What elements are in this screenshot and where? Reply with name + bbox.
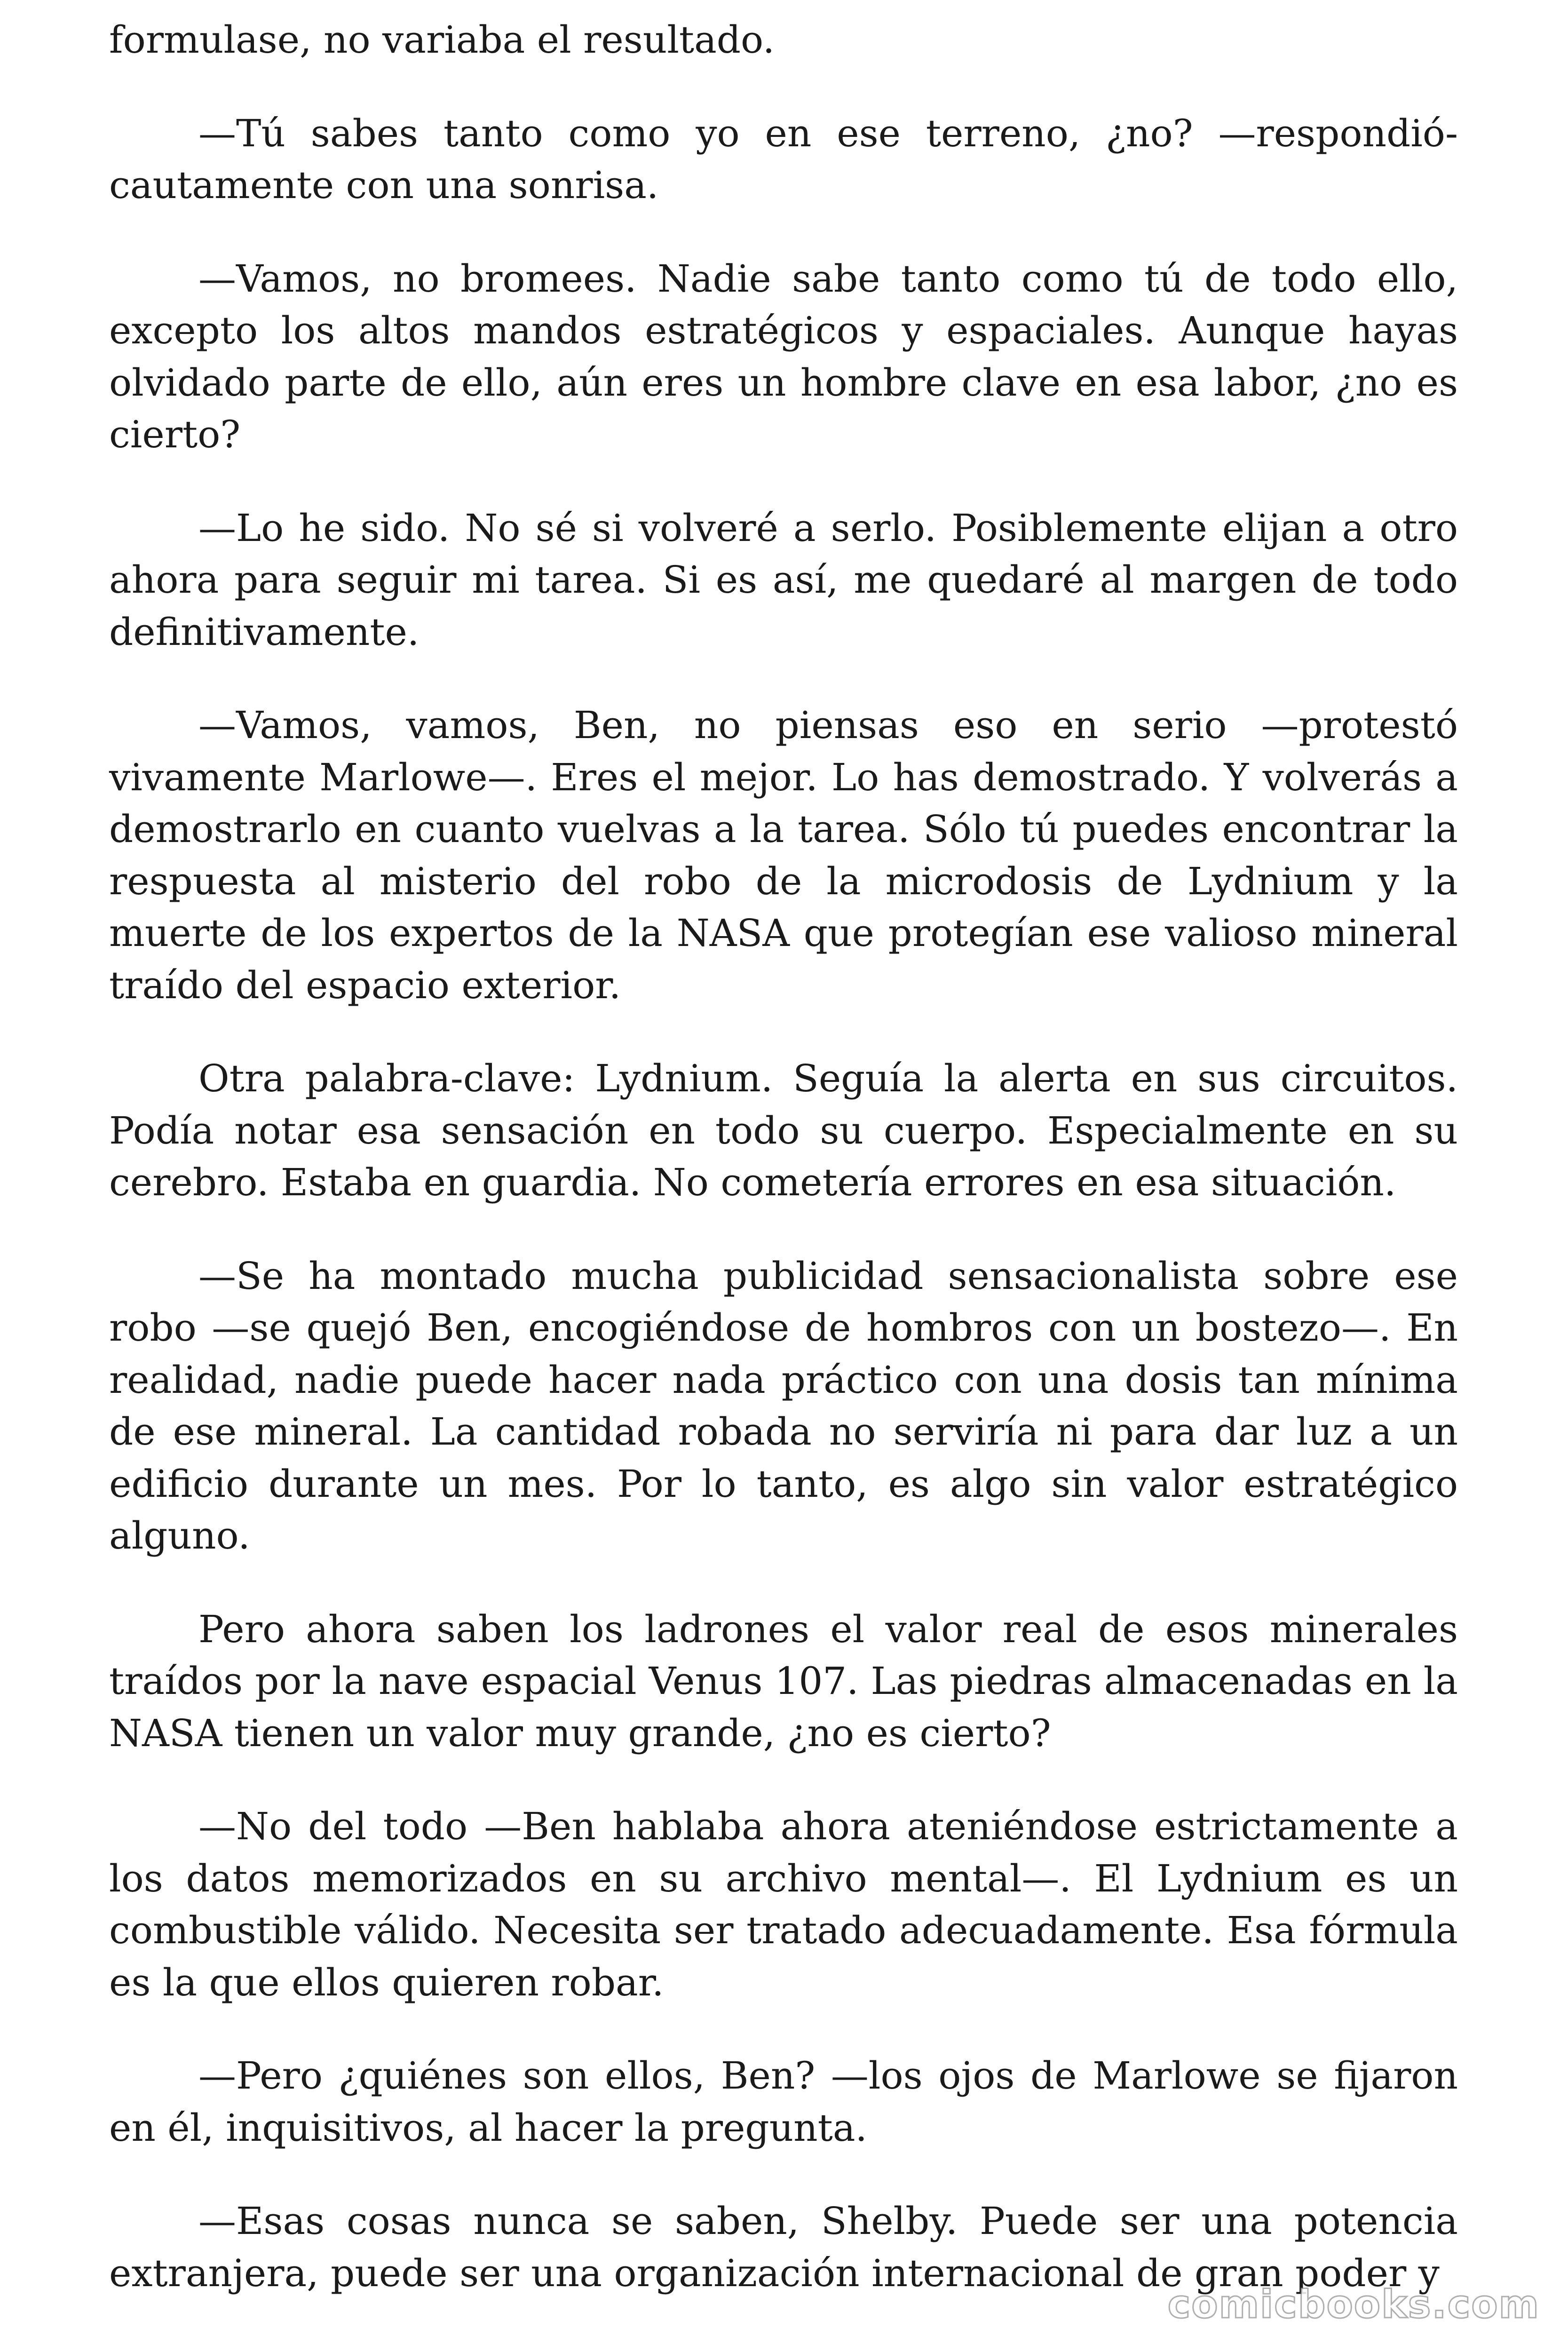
paragraph: —Lo he sido. No sé si volveré a serlo. Posiblemente elijan a otro ahora para seguir mi tarea. Si es así, me quedaré al margen de todo definitivamente. (109, 506, 1458, 654)
body-text (109, 14, 1458, 2341)
paragraph: Pero ahora saben los ladrones el valor real de esos minerales traídos por la nave espacial Venus 107. Las piedras almacenadas en la NASA tienen un valor muy grande, ¿no es cierto? (109, 1607, 1458, 1755)
paragraph: —Vamos, vamos, Ben, no piensas eso en serio —protestó vivamente Marlowe—. Eres el mejor. Lo has demostrado. Y volverás a demostrarlo en cuanto vuelvas a la tarea. Sólo tú puedes encontrar la respuesta al misterio del robo de la microdosis de Lydnium y la muerte de los expertos de la NASA que protegían ese valioso mineral traído del espacio exterior. (109, 703, 1458, 1007)
paragraph: —Esas cosas nunca se saben, Shelby. Puede ser una potencia extranjera, puede ser una organización internacional de gran poder y (109, 2199, 1458, 2295)
paragraph: —Tú sabes tanto como yo en ese terreno, ¿no? —respondió- cautamente con una sonrisa. (109, 111, 1458, 207)
watermark: comicbooks.com (1167, 2282, 1540, 2327)
paragraph: Otra palabra-clave: Lydnium. Seguía la alerta en sus circuitos. Podía notar esa sensación en todo su cuerpo. Especialmente en su cerebro. Estaba en guardia. No cometería errores en esa situación. (109, 1057, 1458, 1204)
paragraph: —No del todo —Ben hablaba ahora ateniéndose estrictamente a los datos memorizados en su archivo mental—. El Lydnium es un combustible válido. Necesita ser tratado adecuadamente. Esa fórmula es la que ellos quieren robar. (109, 1804, 1458, 2004)
paragraph: —Pero ¿quiénes son ellos, Ben? —los ojos de Marlowe se fijaron en él, inquisitivos, al hacer la pregunta. (109, 2054, 1458, 2150)
paragraph: —Se ha montado mucha publicidad sensacionalista sobre ese robo —se quejó Ben, encogiéndose de hombros con un bostezo—. En realidad, nadie puede hacer nada práctico con una dosis tan mínima de ese mineral. La cantidad robada no serviría ni para dar luz a un edificio durante un mes. Por lo tanto, es algo sin valor estratégico alguno. (109, 1254, 1458, 1557)
paragraph: —Vamos, no bromees. Nadie sabe tanto como tú de todo ello, excepto los altos mandos estratégicos y espaciales. Aunque hayas olvidado parte de ello, aún eres un hombre clave en esa labor, ¿no es cierto? (109, 256, 1458, 456)
paragraph-continuation: formulase, no variaba el resultado. (109, 18, 775, 62)
